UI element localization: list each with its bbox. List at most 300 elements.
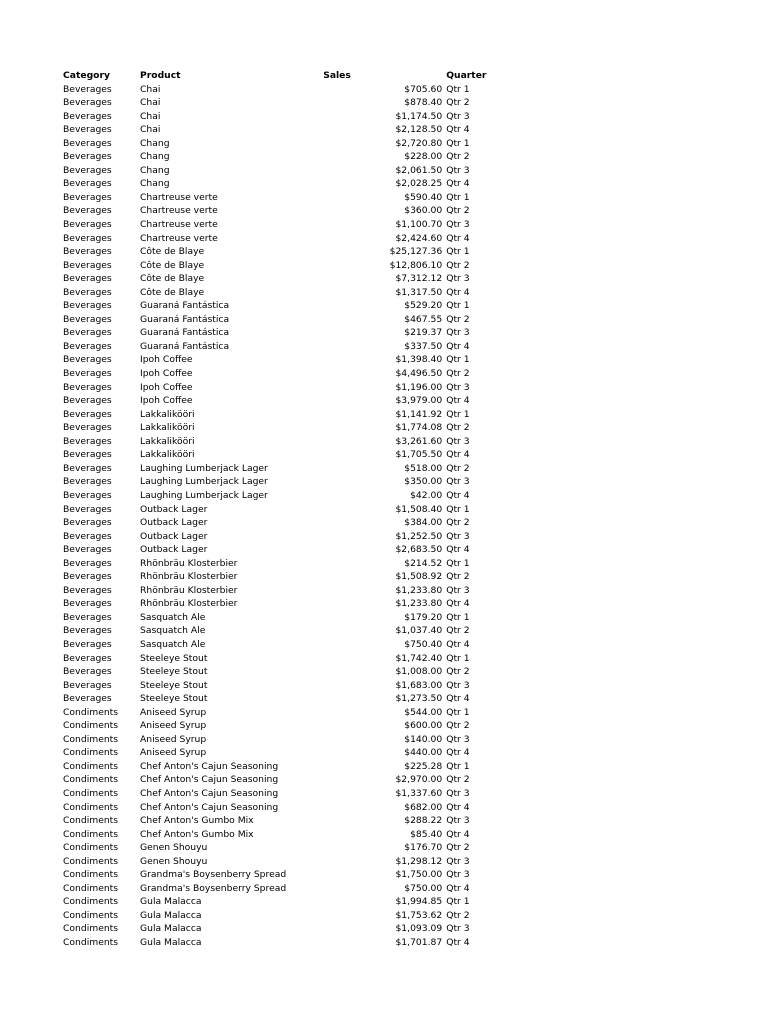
table-row — [63, 855, 506, 869]
table-row — [63, 191, 506, 205]
cell-quarter: Qtr 2 — [446, 97, 470, 109]
table-row — [63, 503, 506, 517]
cell-category: Beverages — [63, 354, 112, 366]
cell-category: Beverages — [63, 462, 112, 474]
cell-category: Condiments — [63, 923, 119, 935]
table-row — [63, 421, 506, 435]
cell-category: Beverages — [63, 435, 112, 447]
cell-category: Beverages — [63, 652, 112, 664]
table-row — [63, 597, 506, 611]
table-row — [63, 665, 506, 679]
cell-quarter: Qtr 1 — [446, 503, 470, 515]
cell-product: Outback Lager — [140, 544, 208, 556]
cell-quarter: Qtr 2 — [446, 368, 470, 380]
cell-sales: $288.22 — [404, 815, 443, 827]
table-row — [63, 611, 506, 625]
cell-product: Chef Anton's Cajun Seasoning — [140, 801, 279, 813]
cell-sales: $140.00 — [404, 733, 443, 745]
cell-category: Beverages — [63, 693, 112, 705]
cell-quarter: Qtr 3 — [446, 733, 470, 745]
cell-category: Condiments — [63, 828, 119, 840]
cell-product: Ipoh Coffee — [140, 381, 193, 393]
cell-sales: $682.00 — [404, 801, 443, 813]
cell-product: Chang — [140, 164, 170, 176]
cell-sales: $1,298.12 — [395, 855, 443, 867]
cell-product: Chartreuse verte — [140, 219, 218, 231]
cell-product: Chef Anton's Gumbo Mix — [140, 815, 254, 827]
cell-sales: $1,701.87 — [395, 937, 443, 948]
cell-sales: $1,008.00 — [395, 666, 443, 678]
cell-quarter: Qtr 2 — [446, 313, 470, 325]
cell-category: Beverages — [63, 625, 112, 637]
cell-category: Condiments — [63, 801, 119, 813]
cell-quarter: Qtr 4 — [446, 544, 470, 556]
cell-quarter: Qtr 3 — [446, 273, 470, 285]
cell-sales: $2,128.50 — [395, 124, 443, 136]
cell-quarter: Qtr 4 — [446, 449, 470, 461]
cell-category: Beverages — [63, 449, 112, 461]
cell-sales: $337.50 — [404, 340, 443, 352]
table-row — [63, 787, 506, 801]
cell-quarter: Qtr 3 — [446, 815, 470, 827]
cell-sales: $2,061.50 — [395, 164, 443, 176]
cell-quarter: Qtr 4 — [446, 232, 470, 244]
cell-category: Beverages — [63, 259, 112, 271]
cell-quarter: Qtr 1 — [446, 191, 470, 203]
table-row — [63, 475, 506, 489]
cell-quarter: Qtr 2 — [446, 259, 470, 271]
table-row — [63, 259, 506, 273]
table-row — [63, 462, 506, 476]
cell-sales: $1,705.50 — [395, 449, 443, 461]
cell-category: Beverages — [63, 489, 112, 501]
cell-category: Beverages — [63, 381, 112, 393]
cell-category: Beverages — [63, 544, 112, 556]
cell-category: Beverages — [63, 151, 112, 163]
cell-sales: $85.40 — [410, 828, 443, 840]
table-body — [63, 83, 506, 950]
table-row — [63, 340, 506, 354]
cell-sales: $1,774.08 — [395, 422, 443, 434]
cell-product: Sasquatch Ale — [140, 611, 206, 623]
cell-quarter: Qtr 3 — [446, 110, 470, 122]
cell-sales: $750.40 — [404, 638, 443, 650]
cell-sales: $590.40 — [404, 191, 443, 203]
cell-sales: $25,127.36 — [389, 246, 443, 258]
header-category: Category — [63, 70, 110, 81]
cell-product: Lakkalikööri — [140, 408, 195, 420]
cell-sales: $214.52 — [404, 557, 443, 569]
cell-quarter: Qtr 1 — [446, 246, 470, 258]
table-row — [63, 719, 506, 733]
cell-sales: $1,273.50 — [395, 693, 443, 705]
cell-category: Beverages — [63, 219, 112, 231]
cell-category: Beverages — [63, 83, 112, 95]
cell-quarter: Qtr 1 — [446, 652, 470, 664]
table-row — [63, 177, 506, 191]
cell-product: Lakkalikööri — [140, 435, 195, 447]
cell-category: Beverages — [63, 679, 112, 691]
cell-category: Beverages — [63, 340, 112, 352]
table-row — [63, 110, 506, 124]
cell-quarter: Qtr 2 — [446, 462, 470, 474]
table-row — [63, 150, 506, 164]
cell-product: Côte de Blaye — [140, 259, 205, 271]
cell-quarter: Qtr 3 — [446, 869, 470, 881]
cell-sales: $42.00 — [410, 489, 443, 501]
cell-quarter: Qtr 1 — [446, 760, 470, 772]
cell-product: Steeleye Stout — [140, 693, 208, 705]
cell-product: Guaraná Fantástica — [140, 327, 230, 339]
table-row — [63, 692, 506, 706]
cell-quarter: Qtr 2 — [446, 422, 470, 434]
cell-category: Beverages — [63, 205, 112, 217]
table-row — [63, 895, 506, 909]
cell-product: Gula Malacca — [140, 896, 202, 908]
cell-sales: $1,141.92 — [395, 408, 443, 420]
cell-category: Condiments — [63, 842, 119, 854]
cell-sales: $176.70 — [404, 842, 443, 854]
cell-quarter: Qtr 4 — [446, 882, 470, 894]
header-row — [63, 69, 506, 83]
cell-quarter: Qtr 1 — [446, 300, 470, 312]
cell-quarter: Qtr 3 — [446, 219, 470, 231]
cell-quarter: Qtr 2 — [446, 625, 470, 637]
cell-product: Gula Malacca — [140, 923, 202, 935]
cell-product: Ipoh Coffee — [140, 395, 193, 407]
cell-quarter: Qtr 2 — [446, 151, 470, 163]
cell-product: Outback Lager — [140, 517, 208, 529]
cell-product: Rhönbräu Klosterbier — [140, 584, 238, 596]
cell-product: Aniseed Syrup — [140, 720, 207, 732]
cell-sales: $1,233.80 — [395, 598, 443, 610]
table-row — [63, 326, 506, 340]
cell-quarter: Qtr 3 — [446, 530, 470, 542]
table-row — [63, 773, 506, 787]
cell-sales: $1,508.40 — [395, 503, 443, 515]
cell-product: Guaraná Fantástica — [140, 313, 230, 325]
table-row — [63, 313, 506, 327]
cell-quarter: Qtr 1 — [446, 557, 470, 569]
table-row — [63, 706, 506, 720]
table-row — [63, 204, 506, 218]
cell-sales: $529.20 — [404, 300, 443, 312]
cell-category: Condiments — [63, 733, 119, 745]
cell-product: Guaraná Fantástica — [140, 340, 230, 352]
cell-product: Chai — [140, 83, 161, 95]
cell-product: Grandma's Boysenberry Spread — [140, 882, 287, 894]
cell-product: Steeleye Stout — [140, 666, 208, 678]
cell-product: Guaraná Fantástica — [140, 300, 230, 312]
cell-category: Beverages — [63, 517, 112, 529]
table-row — [63, 272, 506, 286]
cell-category: Condiments — [63, 706, 119, 718]
cell-product: Côte de Blaye — [140, 286, 205, 298]
header-quarter: Quarter — [446, 70, 487, 81]
cell-product: Aniseed Syrup — [140, 706, 207, 718]
cell-quarter: Qtr 4 — [446, 801, 470, 813]
table-row — [63, 516, 506, 530]
cell-sales: $1,750.00 — [395, 869, 443, 881]
table-row — [63, 299, 506, 313]
table-row — [63, 96, 506, 110]
cell-product: Ipoh Coffee — [140, 368, 193, 380]
cell-product: Genen Shouyu — [140, 842, 208, 854]
cell-category: Beverages — [63, 124, 112, 136]
cell-quarter: Qtr 3 — [446, 679, 470, 691]
cell-product: Laughing Lumberjack Lager — [140, 489, 268, 501]
table-row — [63, 557, 506, 571]
cell-sales: $1,174.50 — [395, 110, 443, 122]
cell-category: Beverages — [63, 300, 112, 312]
cell-category: Beverages — [63, 503, 112, 515]
cell-sales: $350.00 — [404, 476, 443, 488]
cell-quarter: Qtr 3 — [446, 164, 470, 176]
cell-category: Condiments — [63, 937, 119, 948]
cell-category: Beverages — [63, 638, 112, 650]
cell-sales: $1,100.70 — [395, 219, 443, 231]
cell-category: Beverages — [63, 232, 112, 244]
cell-sales: $750.00 — [404, 882, 443, 894]
table-row — [63, 746, 506, 760]
cell-category: Beverages — [63, 395, 112, 407]
cell-product: Genen Shouyu — [140, 855, 208, 867]
cell-quarter: Qtr 1 — [446, 354, 470, 366]
cell-quarter: Qtr 3 — [446, 923, 470, 935]
cell-product: Chef Anton's Cajun Seasoning — [140, 774, 279, 786]
cell-quarter: Qtr 2 — [446, 571, 470, 583]
cell-product: Chang — [140, 137, 170, 149]
table-row — [63, 232, 506, 246]
cell-product: Laughing Lumberjack Lager — [140, 476, 268, 488]
cell-sales: $1,742.40 — [395, 652, 443, 664]
cell-sales: $1,252.50 — [395, 530, 443, 542]
table-row — [63, 164, 506, 178]
cell-sales: $2,683.50 — [395, 544, 443, 556]
cell-category: Condiments — [63, 760, 119, 772]
cell-sales: $12,806.10 — [389, 259, 443, 271]
cell-quarter: Qtr 3 — [446, 855, 470, 867]
table-row — [63, 801, 506, 815]
table-row — [63, 489, 506, 503]
cell-sales: $1,683.00 — [395, 679, 443, 691]
cell-quarter: Qtr 2 — [446, 842, 470, 854]
cell-quarter: Qtr 2 — [446, 720, 470, 732]
cell-quarter: Qtr 4 — [446, 828, 470, 840]
cell-quarter: Qtr 4 — [446, 178, 470, 190]
cell-category: Beverages — [63, 327, 112, 339]
cell-product: Sasquatch Ale — [140, 638, 206, 650]
cell-quarter: Qtr 3 — [446, 584, 470, 596]
cell-quarter: Qtr 3 — [446, 435, 470, 447]
table-row — [63, 624, 506, 638]
cell-product: Aniseed Syrup — [140, 747, 207, 759]
cell-sales: $384.00 — [404, 517, 443, 529]
table-row — [63, 584, 506, 598]
cell-category: Condiments — [63, 787, 119, 799]
cell-product: Laughing Lumberjack Lager — [140, 462, 268, 474]
table-row — [63, 922, 506, 936]
cell-sales: $878.40 — [404, 97, 443, 109]
cell-category: Beverages — [63, 598, 112, 610]
cell-sales: $1,037.40 — [395, 625, 443, 637]
cell-category: Beverages — [63, 422, 112, 434]
cell-sales: $2,424.60 — [395, 232, 443, 244]
cell-quarter: Qtr 1 — [446, 896, 470, 908]
cell-product: Chartreuse verte — [140, 205, 218, 217]
table-row — [63, 733, 506, 747]
table-row — [63, 638, 506, 652]
cell-quarter: Qtr 2 — [446, 774, 470, 786]
cell-quarter: Qtr 4 — [446, 395, 470, 407]
cell-sales: $219.37 — [404, 327, 443, 339]
cell-product: Côte de Blaye — [140, 246, 205, 258]
cell-category: Beverages — [63, 110, 112, 122]
table-row — [63, 83, 506, 97]
table-row — [63, 123, 506, 137]
table-row — [63, 435, 506, 449]
cell-product: Chartreuse verte — [140, 191, 218, 203]
table-row — [63, 543, 506, 557]
cell-product: Chef Anton's Cajun Seasoning — [140, 787, 279, 799]
cell-category: Beverages — [63, 137, 112, 149]
table-row — [63, 367, 506, 381]
table-row — [63, 286, 506, 300]
cell-sales: $360.00 — [404, 205, 443, 217]
cell-category: Beverages — [63, 666, 112, 678]
cell-sales: $225.28 — [404, 760, 443, 772]
cell-sales: $3,979.00 — [395, 395, 443, 407]
table-row — [63, 353, 506, 367]
cell-sales: $467.55 — [404, 313, 443, 325]
cell-product: Rhönbräu Klosterbier — [140, 598, 238, 610]
cell-product: Lakkalikööri — [140, 449, 195, 461]
table-row — [63, 245, 506, 259]
cell-category: Beverages — [63, 476, 112, 488]
cell-product: Ipoh Coffee — [140, 354, 193, 366]
cell-category: Condiments — [63, 882, 119, 894]
cell-sales: $1,508.92 — [395, 571, 443, 583]
cell-quarter: Qtr 1 — [446, 83, 470, 95]
cell-quarter: Qtr 1 — [446, 137, 470, 149]
cell-product: Aniseed Syrup — [140, 733, 207, 745]
cell-product: Chef Anton's Gumbo Mix — [140, 828, 254, 840]
cell-category: Condiments — [63, 909, 119, 921]
cell-quarter: Qtr 3 — [446, 476, 470, 488]
cell-category: Condiments — [63, 747, 119, 759]
cell-category: Beverages — [63, 584, 112, 596]
table-row — [63, 909, 506, 923]
cell-quarter: Qtr 4 — [446, 124, 470, 136]
table-row — [63, 408, 506, 422]
cell-product: Gula Malacca — [140, 909, 202, 921]
cell-sales: $600.00 — [404, 720, 443, 732]
cell-quarter: Qtr 1 — [446, 706, 470, 718]
table-row — [63, 530, 506, 544]
cell-product: Steeleye Stout — [140, 679, 208, 691]
cell-sales: $179.20 — [404, 611, 443, 623]
cell-product: Côte de Blaye — [140, 273, 205, 285]
cell-category: Beverages — [63, 273, 112, 285]
cell-sales: $1,994.85 — [395, 896, 443, 908]
header-product: Product — [140, 70, 181, 81]
table-row — [63, 814, 506, 828]
cell-category: Condiments — [63, 869, 119, 881]
table-row — [63, 841, 506, 855]
cell-product: Grandma's Boysenberry Spread — [140, 869, 287, 881]
table-row — [63, 760, 506, 774]
cell-category: Condiments — [63, 855, 119, 867]
cell-category: Beverages — [63, 313, 112, 325]
cell-product: Gula Malacca — [140, 937, 202, 948]
cell-sales: $2,720.80 — [395, 137, 443, 149]
cell-quarter: Qtr 4 — [446, 489, 470, 501]
cell-category: Beverages — [63, 571, 112, 583]
table-row — [63, 652, 506, 666]
cell-category: Condiments — [63, 774, 119, 786]
cell-product: Rhönbräu Klosterbier — [140, 571, 238, 583]
cell-product: Chartreuse verte — [140, 232, 218, 244]
cell-quarter: Qtr 2 — [446, 205, 470, 217]
cell-product: Steeleye Stout — [140, 652, 208, 664]
table-row — [63, 218, 506, 232]
cell-sales: $440.00 — [404, 747, 443, 759]
cell-quarter: Qtr 2 — [446, 909, 470, 921]
table-row — [63, 381, 506, 395]
cell-sales: $228.00 — [404, 151, 443, 163]
cell-category: Beverages — [63, 286, 112, 298]
cell-category: Condiments — [63, 815, 119, 827]
cell-quarter: Qtr 4 — [446, 598, 470, 610]
cell-category: Beverages — [63, 611, 112, 623]
cell-quarter: Qtr 3 — [446, 787, 470, 799]
cell-product: Chai — [140, 124, 161, 136]
cell-product: Chai — [140, 110, 161, 122]
cell-quarter: Qtr 2 — [446, 517, 470, 529]
cell-quarter: Qtr 4 — [446, 286, 470, 298]
cell-sales: $2,028.25 — [395, 178, 443, 190]
cell-quarter: Qtr 3 — [446, 381, 470, 393]
cell-product: Chai — [140, 97, 161, 109]
table-row — [63, 936, 506, 950]
cell-sales: $1,337.60 — [395, 787, 443, 799]
cell-sales: $1,398.40 — [395, 354, 443, 366]
cell-category: Beverages — [63, 191, 112, 203]
cell-product: Outback Lager — [140, 530, 208, 542]
table-row — [63, 828, 506, 842]
cell-quarter: Qtr 1 — [446, 611, 470, 623]
cell-product: Sasquatch Ale — [140, 625, 206, 637]
table-row — [63, 570, 506, 584]
cell-sales: $1,093.09 — [395, 923, 443, 935]
cell-sales: $544.00 — [404, 706, 443, 718]
cell-sales: $3,261.60 — [395, 435, 443, 447]
header-sales: Sales — [323, 70, 351, 81]
cell-product: Outback Lager — [140, 503, 208, 515]
cell-quarter: Qtr 3 — [446, 327, 470, 339]
sales-table — [63, 69, 506, 950]
cell-category: Beverages — [63, 246, 112, 258]
cell-sales: $1,233.80 — [395, 584, 443, 596]
table-row — [63, 137, 506, 151]
cell-quarter: Qtr 4 — [446, 638, 470, 650]
cell-product: Rhönbräu Klosterbier — [140, 557, 238, 569]
cell-quarter: Qtr 2 — [446, 666, 470, 678]
cell-sales: $1,753.62 — [395, 909, 443, 921]
cell-category: Beverages — [63, 408, 112, 420]
cell-category: Beverages — [63, 164, 112, 176]
cell-category: Condiments — [63, 896, 119, 908]
